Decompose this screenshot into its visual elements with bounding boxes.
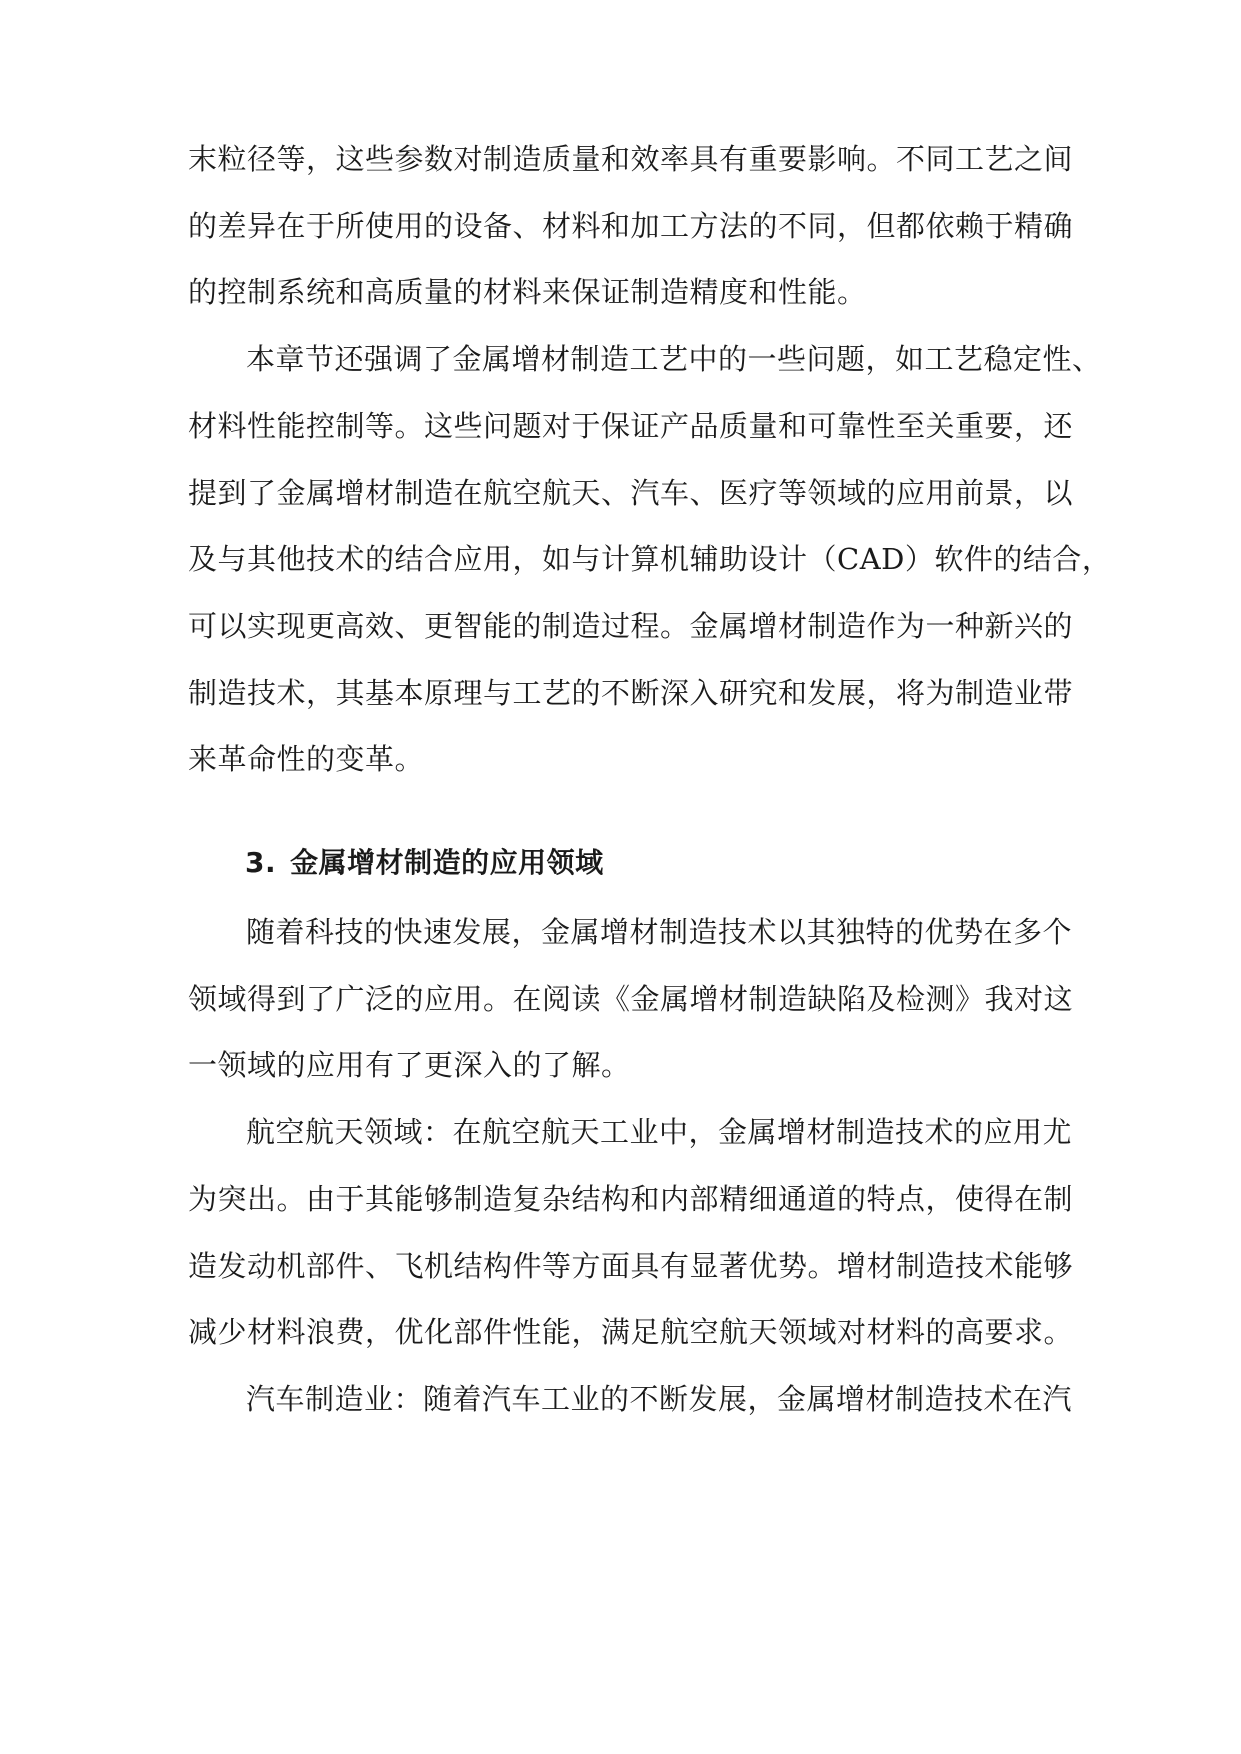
section-heading <box>245 844 604 882</box>
section-title: 金属增材制造的应用领域 <box>290 846 604 879</box>
paragraph-line: 减少材料浪费，优化部件性能，满足航空航天领域对材料的高要求。 <box>188 1315 1074 1349</box>
section-number: 3. <box>245 846 277 879</box>
paragraph-line: 制造技术，其基本原理与工艺的不断深入研究和发展，将为制造业带 <box>188 676 1074 710</box>
paragraph-line: 随着科技的快速发展，金属增材制造技术以其独特的优势在多个 <box>246 915 1073 949</box>
paragraph-line: 材料性能控制等。这些问题对于保证产品质量和可靠性至关重要，还 <box>188 409 1074 443</box>
paragraph-line: 领域得到了广泛的应用。在阅读《金属增材制造缺陷及检测》我对这 <box>188 982 1074 1016</box>
paragraph-line: 造发动机部件、飞机结构件等方面具有显著优势。增材制造技术能够 <box>188 1249 1074 1283</box>
paragraph-line: 汽车制造业：随着汽车工业的不断发展，金属增材制造技术在汽 <box>246 1382 1073 1416</box>
paragraph-line: 来革命性的变革。 <box>188 742 425 776</box>
paragraph-line: 的差异在于所使用的设备、材料和加工方法的不同，但都依赖于精确 <box>188 209 1074 243</box>
paragraph-line: 末粒径等，这些参数对制造质量和效率具有重要影响。不同工艺之间 <box>188 142 1074 176</box>
paragraph-line: 的控制系统和高质量的材料来保证制造精度和性能。 <box>188 275 867 309</box>
paragraph-line: 航空航天领域：在航空航天工业中，金属增材制造技术的应用尤 <box>246 1115 1073 1149</box>
paragraph-line: 为突出。由于其能够制造复杂结构和内部精细通道的特点，使得在制 <box>188 1182 1074 1216</box>
paragraph-line: 提到了金属增材制造在航空航天、汽车、医疗等领域的应用前景，以 <box>188 476 1074 510</box>
paragraph-line: 可以实现更高效、更智能的制造过程。金属增材制造作为一种新兴的 <box>188 609 1074 643</box>
paragraph-line: 及与其他技术的结合应用，如与计算机辅助设计（CAD）软件的结合， <box>188 542 1112 576</box>
paragraph-line: 一领域的应用有了更深入的了解。 <box>188 1048 631 1082</box>
paragraph-line: 本章节还强调了金属增材制造工艺中的一些问题，如工艺稳定性、 <box>246 342 1102 376</box>
